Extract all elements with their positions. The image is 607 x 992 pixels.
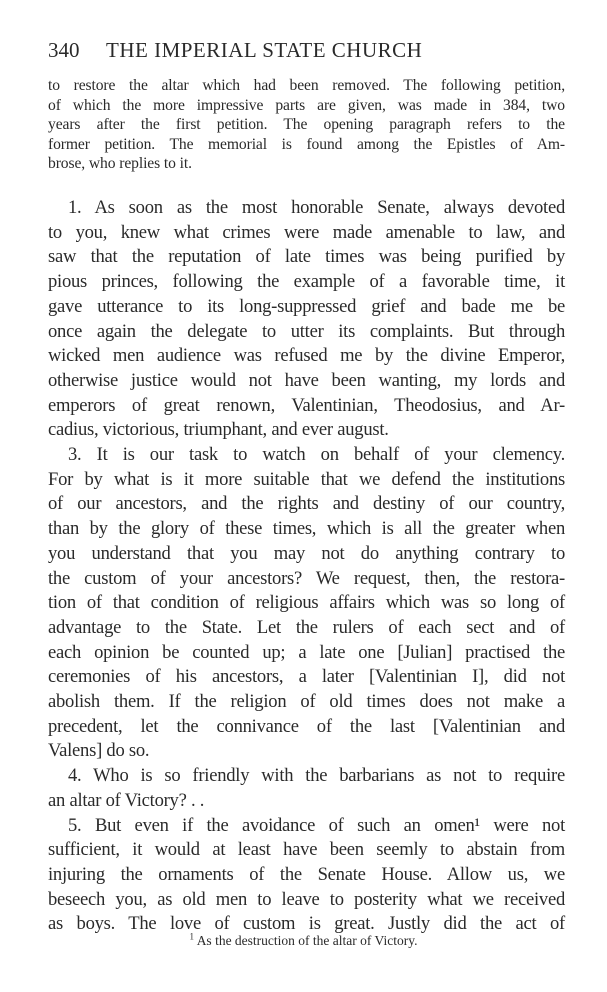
paragraph (48, 196, 565, 443)
text-line: years after the first petition. The opening paragraph refers to the (48, 116, 565, 134)
text-line: wicked men audience was refused me by the divine Emperor, (48, 345, 565, 367)
text-line: pious princes, following the example of a favorable time, it (48, 271, 565, 293)
text-line: of which the more impressive parts are given, was made in 384, two (48, 96, 565, 114)
running-header (48, 36, 568, 64)
text-line: tion of that condition of religious affairs which was so long of (48, 592, 565, 614)
text-line: advantage to the State. Let the rulers of each sect and of (48, 616, 565, 638)
intro-paragraph (48, 76, 565, 174)
text-line: 1. As soon as the most honorable Senate, always devoted (68, 197, 565, 218)
text-line: 3. It is our task to watch on behalf of your clemency. (68, 444, 565, 466)
footnote-text: As the destruction of the altar of Victory. (196, 933, 418, 948)
text-line: to you, knew what crimes were made amenable to law, and (48, 221, 565, 243)
text-line: ceremonies of his ancestors, a later [Valentinian I], did not (48, 666, 565, 688)
paragraph (48, 443, 565, 764)
text-line: precedent, let the connivance of the last [Valentinian and (48, 715, 565, 737)
footnote-marker: 1 (189, 931, 195, 942)
text-line: than by the glory of these times, which is all the greater when (48, 518, 565, 540)
text-line: brose, who replies to it. (48, 155, 192, 173)
text-line: Valens] do so. (48, 740, 150, 762)
paragraph (48, 814, 565, 938)
text-line: emperors of great renown, Valentinian, Theodosius, and Ar- (48, 394, 565, 416)
text-line: saw that the reputation of late times was being purified by (48, 246, 565, 268)
text-line: former petition. The memorial is found among the Epistles of Am- (48, 135, 565, 153)
text-line: each opinion be counted up; a late one [Julian] practised the (48, 641, 565, 663)
text-line: 5. But even if the avoidance of such an omen¹ were not (68, 814, 565, 836)
text-line: as boys. The love of custom is great. Justly did the act of (48, 913, 565, 935)
text-line: the custom of your ancestors? We request, then, the restora- (48, 567, 565, 589)
text-line: cadius, victorious, triumphant, and ever august. (48, 419, 389, 441)
running-title: THE IMPERIAL STATE CHURCH (106, 38, 423, 62)
text-line: otherwise justice would not have been wanting, my lords and (48, 369, 565, 391)
text-line: to restore the altar which had been removed. The following petition, (48, 77, 565, 94)
text-line: you understand that you may not do anything contrary to (48, 542, 565, 564)
text-line: abolish them. If the religion of old times does not make a (48, 691, 565, 713)
petition-text (48, 196, 565, 937)
text-line: once again the delegate to utter its complaints. But through (48, 320, 565, 342)
paragraph (48, 764, 565, 813)
text-line: injuring the ornaments of the Senate House. Allow us, we (48, 863, 565, 885)
text-line: beseech you, as old men to leave to posterity what we received (48, 888, 565, 910)
text-line: 4. Who is so friendly with the barbarians as not to require (68, 765, 565, 787)
page-number: 340 (48, 38, 80, 62)
footnote (0, 932, 607, 950)
text-line: For by what is it more suitable that we defend the institutions (48, 468, 565, 490)
text-line: gave utterance to its long-suppressed grief and bade me be (48, 295, 565, 317)
text-line: sufficient, it would at least have been seemly to abstain from (48, 839, 565, 861)
text-line: an altar of Victory? . . (48, 789, 205, 811)
text-line: of our ancestors, and the rights and destiny of our country, (48, 493, 565, 515)
